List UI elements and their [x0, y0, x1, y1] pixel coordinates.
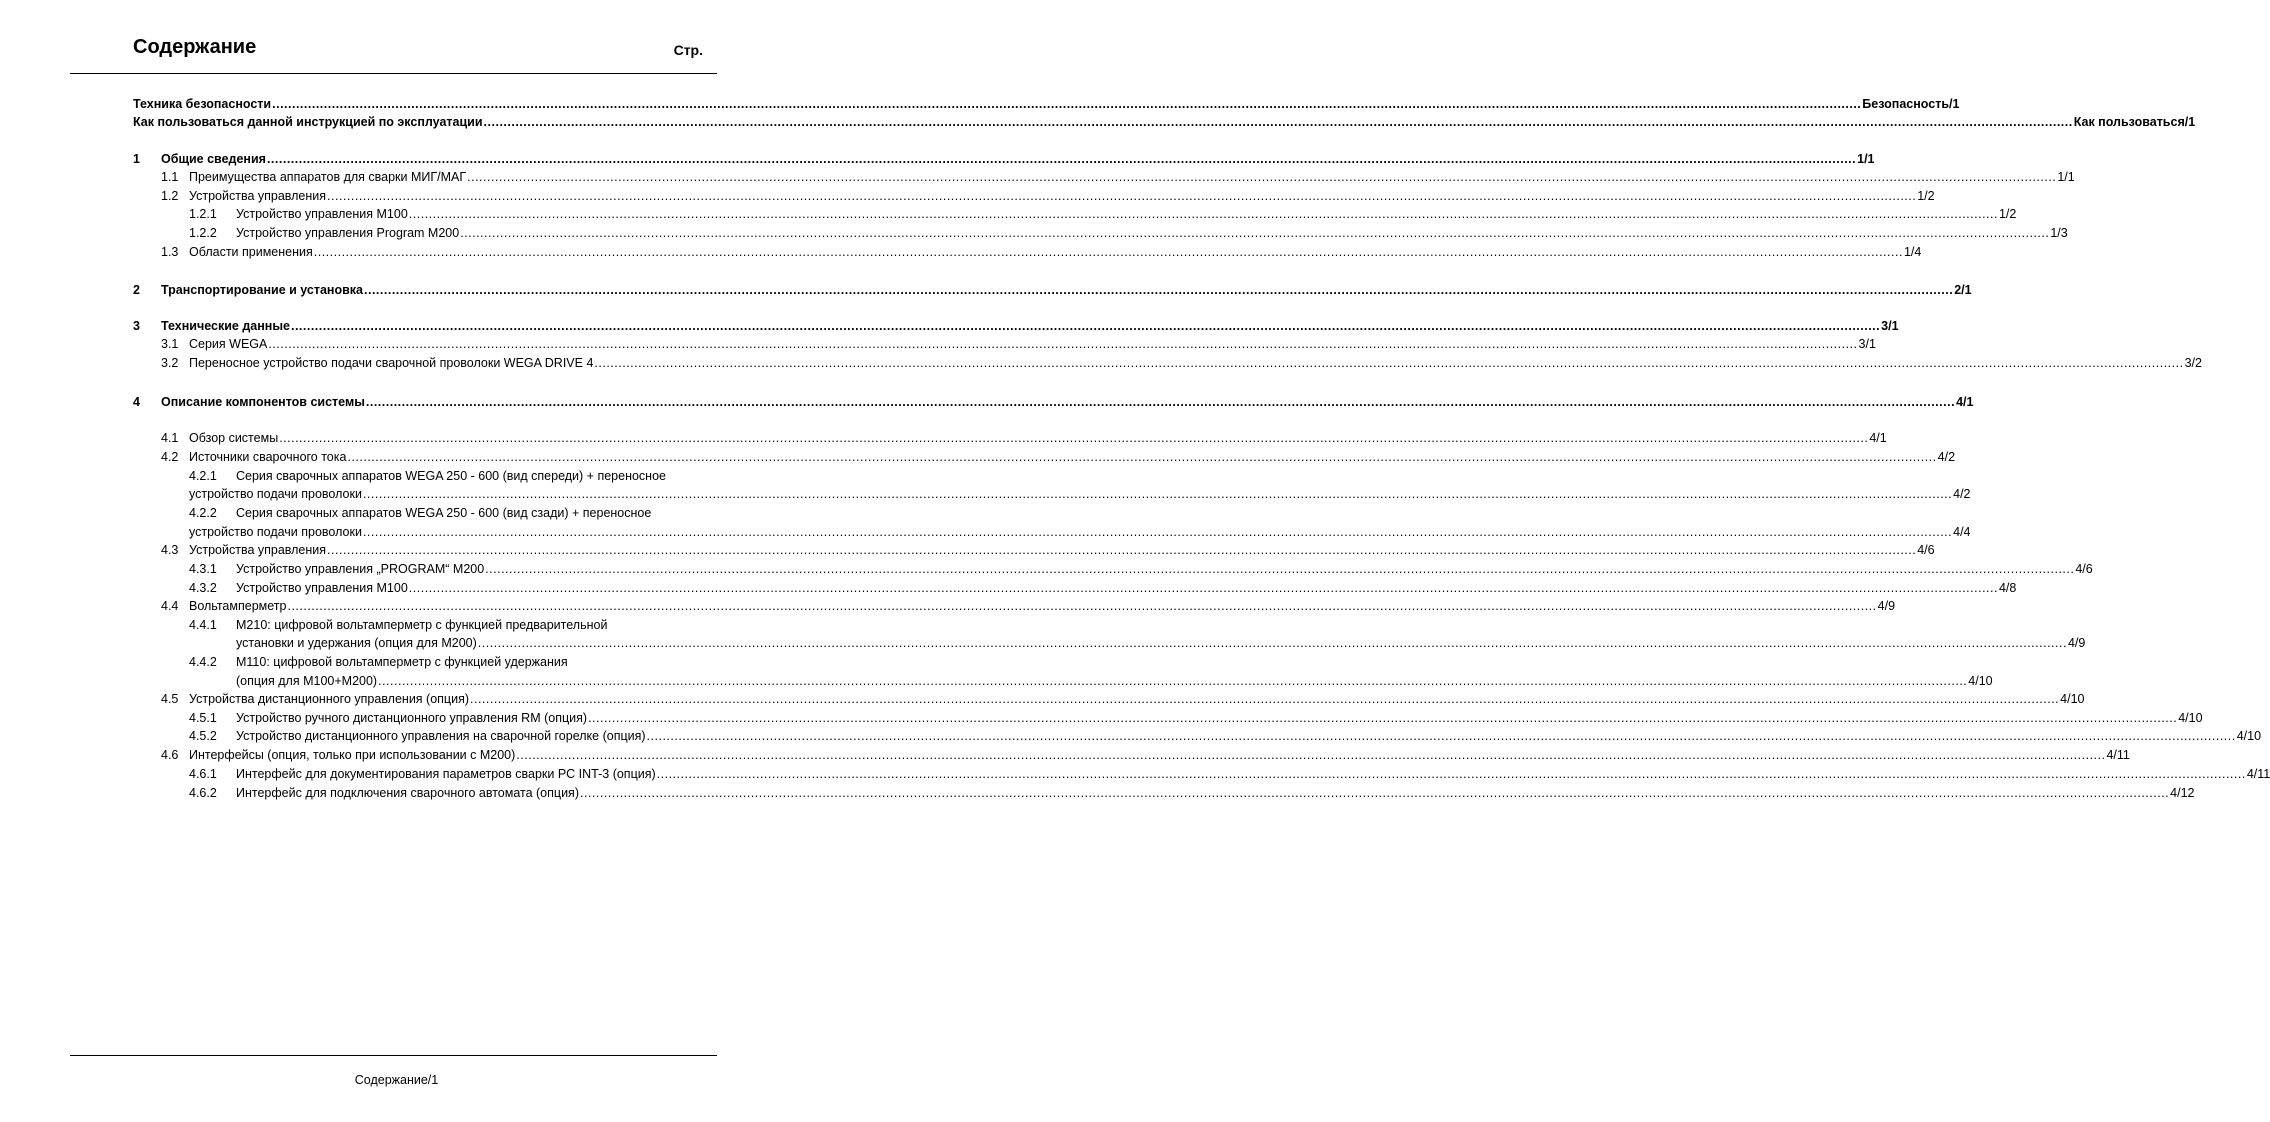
toc-entry-page: 4/9 — [1877, 599, 1896, 613]
toc-entry-page: 4/1 — [1956, 395, 1974, 409]
toc-entry-title: Устройства дистанционного управления (опция) — [189, 692, 469, 706]
dot-leader: ................................................................................................................................................................................................................................................................................................................................................................................................................ — [516, 748, 2106, 762]
toc-entry — [133, 597, 1896, 615]
dot-leader: ................................................................................................................................................................................................................................................................................................................................................................................................................ — [656, 767, 2246, 781]
dot-leader: ................................................................................................................................................................................................................................................................................................................................................................................................................ — [594, 356, 2184, 370]
toc-entry-title: устройство подачи проволоки — [189, 525, 362, 539]
dot-leader: ................................................................................................................................................................................................................................................................................................................................................................................................................ — [460, 226, 2050, 240]
toc-entry-number: 3 — [133, 319, 140, 333]
toc-entry-title: устройство подачи проволоки — [189, 487, 362, 501]
toc-entry-page: 4/9 — [2067, 636, 2086, 650]
dot-leader: ................................................................................................................................................................................................................................................................................................................................................................................................................ — [279, 431, 1869, 445]
toc-entry-page: 4/11 — [2106, 748, 2130, 762]
toc-entry-number: 1.2 — [161, 189, 179, 203]
toc-entry-number: 4 — [133, 395, 140, 409]
toc-entry — [133, 616, 717, 634]
dot-leader: ................................................................................................................................................................................................................................................................................................................................................................................................................ — [327, 189, 1917, 203]
toc-entry — [133, 523, 1971, 541]
dot-leader: ................................................................................................................................................................................................................................................................................................................................................................................................................ — [290, 319, 1881, 333]
toc-entry-title: Устройство дистанционного управления на сварочной горелке (опция) — [236, 729, 646, 743]
toc-entry-title: (опция для M100+M200) — [236, 674, 378, 688]
toc-entry-title: Техника безопасности — [133, 97, 272, 111]
toc-entry — [133, 634, 2086, 652]
toc-entry — [133, 765, 2270, 783]
toc-entry-page: Как пользоваться/1 — [2073, 115, 2196, 129]
toc-entry — [133, 448, 1956, 466]
toc-entry-page: 1/3 — [2050, 226, 2068, 240]
toc-entry-page: 1/2 — [1917, 189, 1935, 203]
toc-entry-number: 1.1 — [161, 170, 179, 184]
toc-entry — [133, 429, 1887, 447]
toc-entry-title: установки и удержания (опция для M200) — [236, 636, 477, 650]
toc-entry — [133, 187, 1935, 205]
toc-entry-number: 4.1 — [161, 431, 179, 445]
toc-entry-title: Интерфейс для подключения сварочного автомата (опция) — [236, 786, 579, 800]
toc-entry-number: 4.3.2 — [189, 581, 217, 595]
page-title: Содержание — [133, 36, 257, 58]
toc-entry-page: 2/1 — [1954, 283, 1972, 297]
toc-entry-title: Обзор системы — [189, 431, 279, 445]
toc-entry-title: Серия WEGA — [189, 337, 268, 351]
toc-entry-page: 4/2 — [1937, 450, 1956, 464]
toc-entry-page: 1/4 — [1903, 245, 1922, 259]
toc-entry — [133, 690, 2085, 708]
toc-entry-title: Общие сведения — [161, 152, 266, 166]
toc-entry — [133, 113, 2196, 131]
toc-entry-page: 3/1 — [1858, 337, 1876, 351]
toc-entry-page: 4/10 — [1968, 674, 1993, 688]
dot-leader: ................................................................................................................................................................................................................................................................................................................................................................................................................ — [467, 170, 2057, 184]
dot-leader: ................................................................................................................................................................................................................................................................................................................................................................................................................ — [408, 207, 1998, 221]
toc-entry — [133, 205, 2017, 223]
toc-entry-title: Устройство управления M100 — [236, 581, 408, 595]
toc-entry-number: 4.5 — [161, 692, 179, 706]
toc-entry-number: 1.2.1 — [189, 207, 217, 221]
toc-entry-title: Переносное устройство подачи сварочной проволоки WEGA DRIVE 4 — [189, 356, 594, 370]
toc-entry-title: M110: цифровой вольтамперметр с функцией удержания — [236, 655, 568, 669]
toc-entry — [133, 504, 717, 522]
toc-entry-page: 1/1 — [1857, 152, 1875, 166]
toc-entry — [133, 727, 2262, 745]
toc-entry-number: 4.2 — [161, 450, 179, 464]
toc-entry — [133, 281, 1972, 299]
toc-entry-page: Безопасность/1 — [1862, 97, 1960, 111]
toc-entry — [133, 541, 1935, 559]
toc-entry-page: 4/6 — [1917, 543, 1935, 557]
toc-entry-number: 4.6.2 — [189, 786, 217, 800]
table-of-contents — [133, 0, 2270, 1000]
dot-leader: ................................................................................................................................................................................................................................................................................................................................................................................................................ — [485, 562, 2075, 576]
toc-entry-title: Серия сварочных аппаратов WEGA 250 - 600 (вид сзади) + переносное — [236, 506, 652, 520]
toc-entry — [133, 467, 717, 485]
toc-entry-page: 4/4 — [1953, 525, 1971, 539]
toc-entry-number: 1.2.2 — [189, 226, 217, 240]
dot-leader: ................................................................................................................................................................................................................................................................................................................................................................................................................ — [378, 674, 1968, 688]
toc-entry-page: 4/10 — [2236, 729, 2262, 743]
toc-entry-title: Устройство управления Program M200 — [236, 226, 460, 240]
dot-leader: ................................................................................................................................................................................................................................................................................................................................................................................................................ — [364, 283, 1954, 297]
toc-entry-page: 4/10 — [2178, 711, 2203, 725]
toc-entry-page: 4/10 — [2060, 692, 2085, 706]
toc-entry — [133, 335, 1876, 353]
toc-entry-number: 4.3 — [161, 543, 179, 557]
toc-entry — [133, 784, 2195, 802]
dot-leader: ................................................................................................................................................................................................................................................................................................................................................................................................................ — [408, 581, 1998, 595]
toc-entry-title: Устройства управления — [189, 543, 327, 557]
toc-entry-number: 1.3 — [161, 245, 179, 259]
toc-entry-title: Описание компонентов системы — [161, 395, 365, 409]
toc-entry-number: 4.6.1 — [189, 767, 217, 781]
toc-entry-title: Устройства управления — [189, 189, 327, 203]
dot-leader: ................................................................................................................................................................................................................................................................................................................................................................................................................ — [313, 245, 1903, 259]
toc-entry-number: 4.4.2 — [189, 655, 217, 669]
dot-leader: ................................................................................................................................................................................................................................................................................................................................................................................................................ — [477, 636, 2067, 650]
toc-entry — [133, 746, 2130, 764]
toc-entry — [133, 354, 2202, 372]
toc-entry-title: Устройство управления M100 — [236, 207, 408, 221]
toc-entry-number: 4.4.1 — [189, 618, 217, 632]
toc-entry-page: 4/6 — [2075, 562, 2093, 576]
toc-entry — [133, 95, 1960, 113]
footer-divider — [70, 1055, 717, 1056]
toc-entry-page: 1/2 — [1998, 207, 2017, 221]
toc-entry-number: 4.5.2 — [189, 729, 217, 743]
toc-entry-page: 3/2 — [2184, 356, 2202, 370]
toc-entry-number: 3.1 — [161, 337, 179, 351]
dot-leader: ................................................................................................................................................................................................................................................................................................................................................................................................................ — [579, 786, 2170, 800]
toc-entry-title: Технические данные — [161, 319, 290, 333]
toc-entry-number: 3.2 — [161, 356, 179, 370]
toc-entry-title: Интерфейсы (опция, только при использовании с M200) — [189, 748, 516, 762]
toc-entry — [133, 317, 1899, 335]
toc-entry-title: Устройство ручного дистанционного управления RM (опция) — [236, 711, 588, 725]
toc-entry-title: Интерфейс для документирования параметров сварки PC INT-3 (опция) — [236, 767, 656, 781]
dot-leader: ................................................................................................................................................................................................................................................................................................................................................................................................................ — [362, 487, 1953, 501]
dot-leader: ................................................................................................................................................................................................................................................................................................................................................................................................................ — [327, 543, 1917, 557]
toc-entry — [133, 560, 2093, 578]
dot-leader: ................................................................................................................................................................................................................................................................................................................................................................................................................ — [646, 729, 2236, 743]
toc-entry — [133, 168, 2075, 186]
toc-entry — [133, 579, 2017, 597]
toc-entry-page: 4/1 — [1869, 431, 1887, 445]
page-column-label: Стр. — [673, 42, 703, 58]
toc-entry-number: 4.2.2 — [189, 506, 217, 520]
toc-entry — [133, 672, 1993, 690]
toc-entry-number: 4.3.1 — [189, 562, 217, 576]
toc-entry-page: 4/8 — [1998, 581, 2017, 595]
toc-entry-title: Преимущества аппаратов для сварки МИГ/МАГ — [189, 170, 467, 184]
toc-entry-page: 4/2 — [1953, 487, 1971, 501]
toc-entry — [133, 485, 1971, 503]
toc-entry-title: Источники сварочного тока — [189, 450, 347, 464]
dot-leader: ................................................................................................................................................................................................................................................................................................................................................................................................................ — [347, 450, 1937, 464]
toc-entry-title: Как пользоваться данной инструкцией по эксплуатации — [133, 115, 483, 129]
toc-entry-number: 1 — [133, 152, 140, 166]
dot-leader: ................................................................................................................................................................................................................................................................................................................................................................................................................ — [268, 337, 1858, 351]
toc-entry-page: 1/1 — [2057, 170, 2075, 184]
toc-entry — [133, 393, 1974, 411]
toc-entry-title: Серия сварочных аппаратов WEGA 250 - 600 (вид спереди) + переносное — [236, 469, 666, 483]
dot-leader: ................................................................................................................................................................................................................................................................................................................................................................................................................ — [272, 97, 1862, 111]
dot-leader: ................................................................................................................................................................................................................................................................................................................................................................................................................ — [483, 115, 2073, 129]
toc-entry-number: 4.2.1 — [189, 469, 217, 483]
toc-entry-number: 4.4 — [161, 599, 179, 613]
toc-entry-page: 4/12 — [2170, 786, 2195, 800]
toc-entry — [133, 709, 2203, 727]
dot-leader: ................................................................................................................................................................................................................................................................................................................................................................................................................ — [470, 692, 2060, 706]
toc-entry-page: 3/1 — [1881, 319, 1899, 333]
toc-entry — [133, 243, 1922, 261]
page-footer: Содержание/1 — [354, 1073, 439, 1087]
toc-entry-title: Транспортирование и установка — [161, 283, 364, 297]
dot-leader: ................................................................................................................................................................................................................................................................................................................................................................................................................ — [365, 395, 1956, 409]
toc-entry-title: Устройство управления „PROGRAM“ M200 — [236, 562, 485, 576]
toc-entry-title: Вольтамперметр — [189, 599, 287, 613]
toc-entry-number: 4.5.1 — [189, 711, 217, 725]
toc-entry-title: M210: цифровой вольтамперметр с функцией предварительной — [236, 618, 608, 632]
toc-entry-title: Области применения — [189, 245, 313, 259]
dot-leader: ................................................................................................................................................................................................................................................................................................................................................................................................................ — [287, 599, 1877, 613]
toc-entry-number: 4.6 — [161, 748, 179, 762]
dot-leader: ................................................................................................................................................................................................................................................................................................................................................................................................................ — [362, 525, 1953, 539]
toc-entry — [133, 653, 717, 671]
toc-entry — [133, 224, 2068, 242]
toc-entry — [133, 150, 1875, 168]
toc-entry-number: 2 — [133, 283, 140, 297]
toc-entry-page: 4/11 — [2246, 767, 2270, 781]
dot-leader: ................................................................................................................................................................................................................................................................................................................................................................................................................ — [266, 152, 1857, 166]
dot-leader: ................................................................................................................................................................................................................................................................................................................................................................................................................ — [588, 711, 2178, 725]
